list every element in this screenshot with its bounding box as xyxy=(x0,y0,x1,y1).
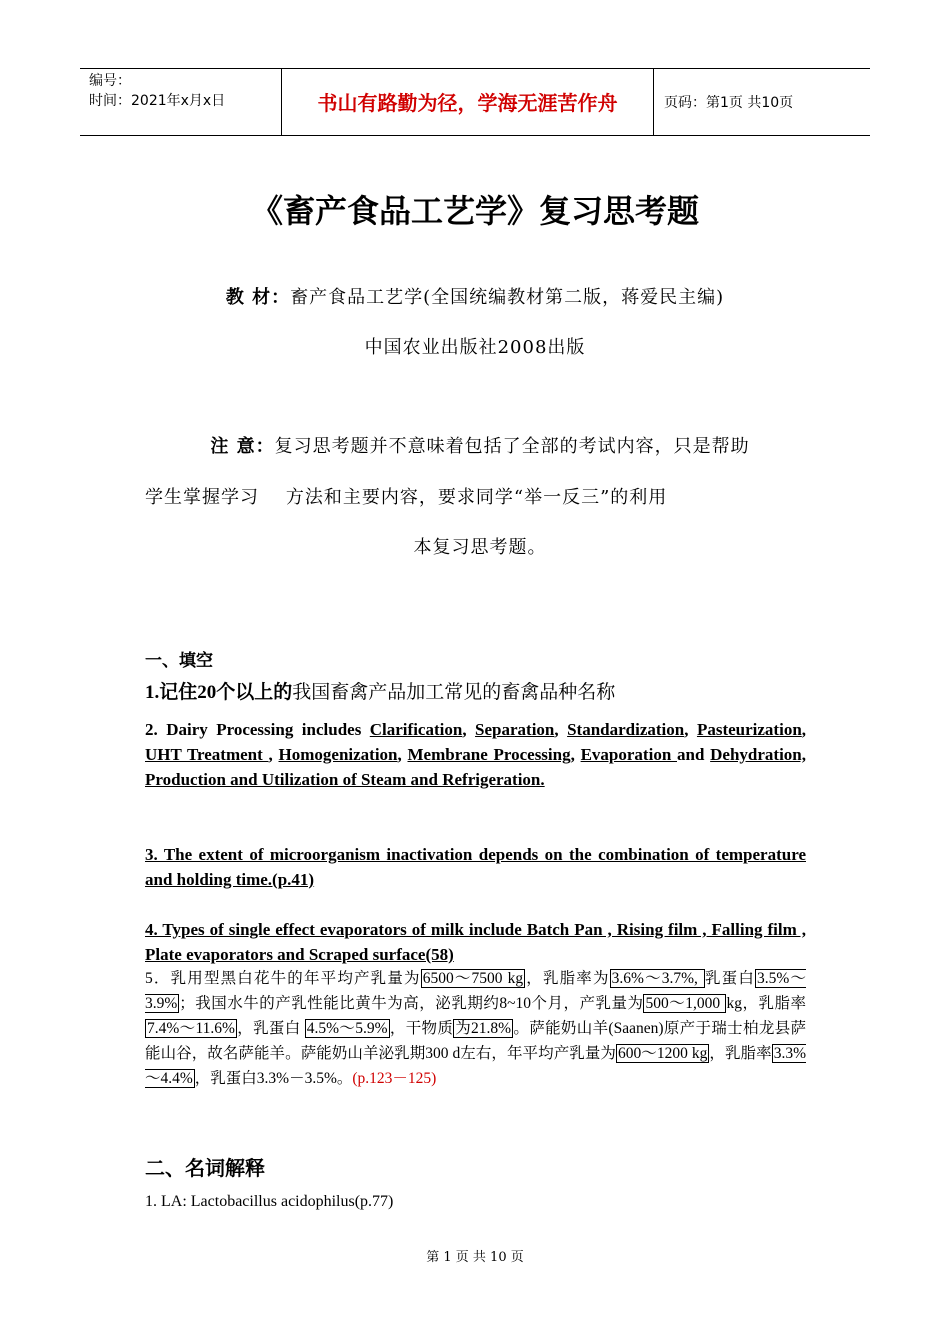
textbook-line-2: 中国农业出版社2008出版 xyxy=(364,337,586,358)
q5-text-9: ，乳脂率 xyxy=(709,1045,772,1062)
question-1-bold: 1.记住20个以上的 xyxy=(145,682,293,703)
question-5 xyxy=(145,966,806,1091)
header-motto: 书山有路勤为径，学海无涯苦作舟 xyxy=(281,69,654,135)
q5-page-ref: (p.123－125) xyxy=(352,1070,437,1087)
note-label: 注 意： xyxy=(210,436,275,457)
q5-answer-3: 3.5%～3.9% xyxy=(145,970,806,1012)
question-2: 2. Dairy Processing includes Clarification, Separation, Standardization, Pasteurization, UHT Treatment , Homogenization, Membrane Processing, Evaporation and Dehydration, Production and Utilization of Steam and Refrigeration. xyxy=(145,720,807,789)
q5-answer-4: 500～1,000 xyxy=(645,995,725,1012)
section-fill-blank-heading: 一、填空 xyxy=(145,651,213,671)
header-page-code: 页码：第1页 共10页 xyxy=(664,95,794,111)
q5-answer-5: 7.4%～11.6% xyxy=(147,1020,235,1037)
q5-text-8: 。萨能奶山羊(Saanen)原产于瑞士柏龙县萨能山谷，故名萨能羊。萨能奶山羊泌乳期300 d左右，年平均产乳量为 xyxy=(145,1020,806,1062)
page-footer: 第 1 页 共 10 页 xyxy=(426,1250,524,1265)
q5-answer-8: 600～1200 kg xyxy=(617,1045,708,1062)
q5-text-3: 乳蛋白 xyxy=(704,970,756,987)
q2-evaporation: Evaporation xyxy=(580,745,677,764)
q2-homogenization: Homogenization xyxy=(278,745,398,764)
q5-answer-9: 3.3%～4.4% xyxy=(145,1045,806,1087)
term-1: 1. LA: Lactobacillus acidophilus(p.77) xyxy=(145,1193,394,1210)
q2-separation: Separation xyxy=(475,720,555,739)
q2-dehydration: Dehydration, Production and Utilization of Steam and Refrigeration. xyxy=(145,745,807,789)
q5-text-1: 5．乳用型黑白花牛的年平均产乳量为 xyxy=(145,970,421,987)
q2-membrane: Membrane Processing xyxy=(407,745,571,764)
q2-intro: 2. Dairy Processing includes xyxy=(145,720,370,739)
question-4-text: 4. Types of single effect evaporators of milk include Batch Pan , Rising film , Falling film , Plate evaporators and Scraped surface(58) xyxy=(145,920,806,964)
textbook-name: 畜产食品工艺学(全国统编教材第二版，蒋爱民主编) xyxy=(290,287,725,308)
q2-standardization: Standardization xyxy=(567,720,685,739)
question-1-rest: 我国畜禽产品加工常见的畜禽品种名称 xyxy=(292,682,616,703)
number-label: 编号： xyxy=(89,73,131,89)
question-3-text: 3. The extent of microorganism inactivation depends on the combination of temperature and holding time.(p.41) xyxy=(145,845,806,889)
q5-text-5: kg，乳脂率 xyxy=(726,995,806,1012)
section-terms-heading: 二、名词解释 xyxy=(145,1156,265,1180)
q2-uht: UHT Treatment xyxy=(145,745,269,764)
q5-text-2: ，乳脂率为 xyxy=(525,970,610,987)
q5-text-7: ，干物质 xyxy=(389,1020,454,1037)
q5-text-4: ；我国水牛的产乳性能比黄牛为高，泌乳期约8~10个月，产乳量为 xyxy=(179,995,644,1012)
q5-answer-6: 4.5%～5.9% xyxy=(306,1020,388,1037)
question-1 xyxy=(145,680,806,705)
page-header xyxy=(80,68,870,136)
q2-pasteurization: Pasteurization xyxy=(696,720,802,739)
time-label: 时间：2021年x月x日 xyxy=(89,93,226,109)
q5-answer-2: 3.6%～3.7%, xyxy=(611,970,703,987)
q5-answer-1: 6500～7500 kg xyxy=(422,970,524,987)
question-3 xyxy=(145,842,806,892)
q5-text-10: ，乳蛋白3.3%－3.5%。 xyxy=(194,1070,353,1087)
textbook-line-1 xyxy=(0,283,950,309)
q5-answer-7: 为21.8% xyxy=(455,1020,512,1037)
note-line-3: 本复习思考题。 xyxy=(413,537,547,558)
header-meta xyxy=(80,69,281,135)
document-title: 《畜产食品工艺学》复习思考题 xyxy=(250,192,699,230)
note-text-1: 复习思考题并不意味着包括了全部的考试内容，只是帮助 xyxy=(274,436,750,457)
q2-clarification: Clarification xyxy=(369,720,463,739)
note-line-2: 学生掌握学习 方法和主要内容，要求同学“举一反三”的利用 xyxy=(145,487,668,508)
q5-text-6: ，乳蛋白 xyxy=(236,1020,305,1037)
note-line-1 xyxy=(145,432,815,458)
q2-and: and xyxy=(677,745,711,764)
textbook-label: 教 材： xyxy=(225,287,291,308)
question-4 xyxy=(145,917,806,967)
